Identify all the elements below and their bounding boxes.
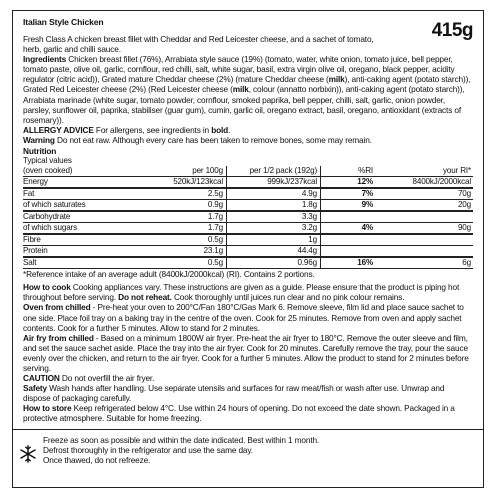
freezing-box <box>13 429 483 487</box>
row-ri: 16% <box>321 257 377 269</box>
row-name: Protein <box>23 246 135 258</box>
air-fry-label: Air fry from chilled <box>23 332 94 343</box>
product-label <box>12 10 484 488</box>
row-per100: 2.5g <box>135 188 227 200</box>
ingredients-block <box>23 54 473 125</box>
allergen-milk-2: milk <box>232 84 249 95</box>
row-name: Carbohydrate <box>23 211 135 223</box>
row-ri: 9% <box>321 200 377 212</box>
ingredients-label: Ingredients <box>23 54 67 65</box>
how-to-cook-label: How to cook <box>23 282 71 293</box>
table-row <box>23 246 473 258</box>
row-yri <box>376 211 473 223</box>
product-description: Fresh Class A chicken breast fillet with Cheddar and Red Leicester cheese, and a sachet of tomato, herb, garlic and chilli sauce. <box>23 34 374 55</box>
allergy-bold: bold <box>211 124 229 135</box>
row-yri: 90g <box>376 223 473 235</box>
row-half: 0.96g <box>227 257 321 269</box>
row-per100: 0.5g <box>135 257 227 269</box>
row-name: Salt <box>23 257 135 269</box>
row-name: Fat <box>23 188 135 200</box>
row-half: 999kJ/237kcal <box>227 177 321 189</box>
row-half: 1.8g <box>227 200 321 212</box>
row-ri <box>321 246 377 258</box>
row-name: of which saturates <box>23 200 135 212</box>
typical-values: Typical values <box>23 156 72 166</box>
row-yri: 70g <box>376 188 473 200</box>
row-yri <box>376 246 473 258</box>
caution-text: Do not overfill the air fryer. <box>59 373 155 384</box>
row-half: 3.2g <box>227 223 321 235</box>
row-yri: 6g <box>376 257 473 269</box>
row-half: 1g <box>227 234 321 246</box>
product-title: Italian Style Chicken <box>23 17 104 27</box>
col-your-ri: your RI* <box>376 166 473 177</box>
row-ri: 4% <box>321 223 377 235</box>
row-yri <box>376 234 473 246</box>
safety-text: Wash hands after handling. Use separate utensils and surfaces for raw meat/fish or wash after use. Unwrap and dispose of packaging carefully. <box>23 383 445 404</box>
allergy-text: For allergens, see ingredients in <box>93 124 212 135</box>
allergen-milk-1: milk <box>328 74 345 85</box>
safety <box>23 383 473 403</box>
ingredients-text-3: , colour (annatto norbixin)), anti-caking agent (potato starch)), Arrabiata marinade (white sugar, tomato powder, cornflour, smoked paprika, bell pepper, chilli, salt, garlic, onion powder, parsley, sunflower oil, paprika, stabiliser (guar gum), cumin, garlic oil, oregano extract, basil, oregano, antioxidant (extracts of rosemary)). <box>23 84 465 125</box>
row-name: of which sugars <box>23 223 135 235</box>
product-weight: 415g <box>431 20 473 41</box>
how-to-cook <box>23 282 473 302</box>
allergy-advice <box>23 125 473 135</box>
store-label: How to store <box>23 403 72 414</box>
nutrition-header-row <box>23 156 473 166</box>
table-row <box>23 188 473 200</box>
ingredients-text-2: ), anti-caking agent (potato starch)), Grated Red Leicester cheese (2%) (Red Leicester cheese ( <box>23 74 471 95</box>
table-row <box>23 234 473 246</box>
row-half: 4.9g <box>227 188 321 200</box>
table-row <box>23 177 473 189</box>
warning-label: Warning <box>23 134 55 145</box>
air-fry-instructions <box>23 333 473 373</box>
nutrition-table <box>23 156 473 269</box>
warning-text: Do not eat raw. Although every care has been taken to remove bones, some may remain. <box>54 134 372 145</box>
table-row <box>23 211 473 223</box>
caution-label: CAUTION <box>23 373 60 384</box>
allergy-end: . <box>228 124 231 135</box>
row-per100: 520kJ/123kcal <box>135 177 227 189</box>
freezing-line-3: Once thawed, do not refreeze. <box>43 455 151 466</box>
ingredients-text-1: Chicken breast fillet (76%), Arrabiata style sauce (19%) (tomato, water, white onion, tomato juice, bell pepper, tomato paste, olive oil, garlic, cornflour, red chilli, salt, white sugar, basil, extra virgin olive oil, oregano, black pepper, acidity regulator (citric acid)), Grated mature Cheddar cheese (2%) (mature Cheddar cheese ( <box>23 54 455 85</box>
oven-label: Oven from chilled <box>23 302 91 313</box>
row-yri: 20g <box>376 200 473 212</box>
row-per100: 0.9g <box>135 200 227 212</box>
safety-label: Safety <box>23 383 48 394</box>
row-per100: 0.5g <box>135 234 227 246</box>
freezing-line-2: Defrost thoroughly in the refrigerator and use the same day. <box>43 445 253 456</box>
store-text: Keep refrigerated below 4°C. Use within 24 hours of opening. Do not exceed the date shown. Packaged in a protective atmosphere. Suitable for home freezing. <box>23 403 455 424</box>
row-per100: 1.7g <box>135 223 227 235</box>
freezing-line-1: Freeze as soon as possible and within the date indicated. Best within 1 month. <box>43 435 320 445</box>
table-row <box>23 200 473 212</box>
table-row <box>23 257 473 269</box>
row-name: Energy <box>23 177 135 189</box>
oven-cooked: (oven cooked) <box>23 166 135 177</box>
row-per100: 23.1g <box>135 246 227 258</box>
air-fry-text: - Based on a minimum 1800W air fryer. Pre-heat the air fryer to 180°C. Remove the outer sleeve and film, and set the sauce sachet aside. Place the tray into the air fryer. Cook for 20 minutes. Carefully remove the tray, pour the sauce evenly over the chicken, and return to the air fryer. Cook for a further 5 minutes. Allow the product to stand for 2 minutes before serving. <box>23 332 469 373</box>
no-reheat: Do not reheat. <box>118 292 172 303</box>
row-ri: 12% <box>321 177 377 189</box>
caution <box>23 373 473 383</box>
row-half: 44.4g <box>227 246 321 258</box>
row-ri <box>321 234 377 246</box>
warning <box>23 135 473 145</box>
row-name: Fibre <box>23 234 135 246</box>
row-ri <box>321 211 377 223</box>
row-half: 3.3g <box>227 211 321 223</box>
col-per-half-pack: per 1/2 pack (192g) <box>227 166 321 177</box>
storage-instructions <box>23 403 473 423</box>
oven-text: - Pre-heat your oven to 200°C/Fan 180°C/Gas Mark 6. Remove sleeve, film lid and place sauce sachet to one side. Place foil tray on a baking tray in the centre of the oven. Cook for 25 minutes. Remove from oven and apply sachet contents. Cook for a further 5 minutes. Allow to stand for 2 minutes. <box>23 302 464 333</box>
how-to-cook-end: Cook thoroughly until juices run clear and no pink colour remains. <box>171 292 405 303</box>
allergy-label: ALLERGY ADVICE <box>23 124 94 135</box>
col-per-100g: per 100g <box>135 166 227 177</box>
oven-instructions <box>23 302 473 332</box>
row-ri: 7% <box>321 188 377 200</box>
snowflake-icon <box>19 445 37 463</box>
row-yri: 8400kJ/2000kcal <box>376 177 473 189</box>
nutrition-header-row-2 <box>23 166 473 177</box>
table-row <box>23 223 473 235</box>
nutrition-title: Nutrition <box>23 146 57 157</box>
nutrition-footnote: *Reference intake of an average adult (8400kJ/2000kcal) (RI). Contains 2 portions. <box>23 269 315 280</box>
col-ri: %RI <box>321 166 377 177</box>
row-per100: 1.7g <box>135 211 227 223</box>
how-to-cook-text: Cooking appliances vary. These instructions are given as a guide. Please ensure that the product is piping hot throughout before serving. <box>23 282 460 303</box>
